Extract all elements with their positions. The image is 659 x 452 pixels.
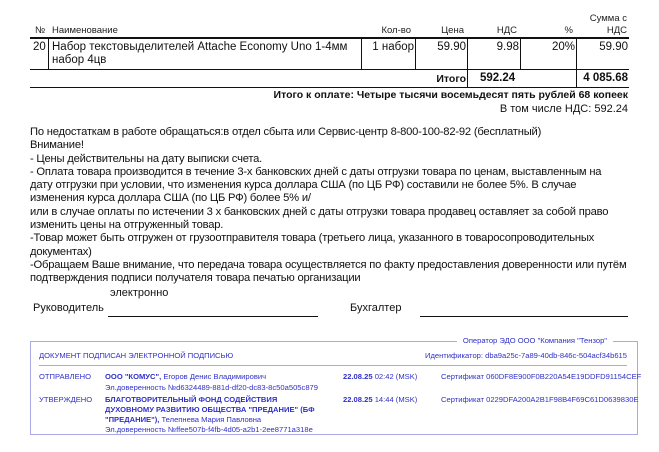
- entry-poa: Эл.доверенность №ffee507b-f4fb-4d05-a2b1-2ee8771a318e: [105, 425, 313, 434]
- header-qty: Кол-во: [381, 25, 411, 36]
- director-label: Руководитель: [33, 302, 104, 314]
- edo-operator: Оператор ЭДО ООО "Компания "Тензор": [457, 336, 613, 345]
- entry-person: Телепнева Мария Павловна: [161, 415, 262, 424]
- note-line: подтверждения подписи получателя товара печатью организации: [30, 272, 361, 285]
- entry-org-line: [105, 415, 261, 424]
- row-rate: 20%: [551, 41, 575, 53]
- row-price: 59.90: [437, 41, 466, 53]
- row-sum: 59.90: [599, 41, 628, 53]
- entry-org-3: "ПРЕДАНИЕ"),: [105, 415, 160, 424]
- note-line: Внимание!: [30, 139, 84, 152]
- entry-org-2: ДУХОВНОМУ РАЗВИТИЮ ОБЩЕСТВА "ПРЕДАНИЕ" (БФ: [105, 405, 315, 414]
- row-qty: 1 набор: [372, 41, 414, 53]
- header-sum-1: Сумма с: [589, 13, 627, 24]
- entry-status: УТВЕРЖДЕНО: [39, 395, 93, 404]
- entry-org: ООО "КОМУС",: [105, 372, 162, 381]
- note-line: или в случае оплаты по истечении 3 х банковских дней с даты отгрузки товара продавец оставляет за собой право: [30, 205, 609, 218]
- header-name: Наименование: [52, 25, 118, 36]
- col-divider: [576, 39, 577, 87]
- header-price: Цена: [441, 25, 464, 36]
- entry-org-line: [105, 372, 266, 381]
- note-line: -Товар может быть отгружен от грузоотправителя товара (третьего лица, указанного в товаросопроводительных: [30, 232, 595, 245]
- entry-person: Егоров Денис Владимирович: [163, 372, 267, 381]
- note-line: изменить цены на отгруженный товар.: [30, 219, 224, 232]
- edo-title: ДОКУМЕНТ ПОДПИСАН ЭЛЕКТРОННОЙ ПОДПИСЬЮ: [39, 351, 234, 360]
- total-sum: 4 085.68: [583, 72, 628, 84]
- header-num: №: [35, 25, 46, 36]
- col-divider: [361, 39, 362, 69]
- header-divider: [30, 37, 629, 39]
- entry-datetime: [343, 395, 417, 404]
- col-divider: [520, 39, 521, 69]
- col-divider: [415, 39, 416, 69]
- entry-status: ОТПРАВЛЕНО: [39, 372, 92, 381]
- total-to-pay: Итого к оплате: Четыре тысячи восемьдесят пять рублей 68 копеек: [273, 89, 628, 101]
- edo-identifier: Идентификатор: dba9a25c-7a89-40db-846c-504acf34b615: [425, 351, 627, 360]
- note-line: - Оплата товара производится в течение 3-х банковских дней с даты отгрузки товара по ценам, выставленным на: [30, 165, 602, 178]
- edo-divider: [39, 365, 627, 366]
- entry-time: 14:44 (MSK): [374, 395, 418, 404]
- total-vat: 592.24: [480, 72, 516, 84]
- note-line: - Цены действительны на дату выписки счета.: [30, 152, 263, 165]
- entry-org: БЛАГОТВОРИТЕЛЬНЫЙ ФОНД СОДЕЙСТВИЯ: [105, 395, 278, 404]
- vat-included-value: 592.24: [594, 103, 628, 115]
- entry-time: 02:42 (MSK): [374, 372, 418, 381]
- entry-datetime: [343, 372, 417, 381]
- header-sum-2: НДС: [606, 25, 627, 36]
- accountant-label: Бухгалтер: [350, 302, 402, 314]
- entry-cert: Сертификат 0229DFA200A2B1F98B4F69C61D0639830E: [441, 395, 639, 404]
- row-num: 20: [33, 41, 46, 53]
- note-line: дату отгрузки при условии, что изменения курса доллара США (по ЦБ РФ) составили не более 5%. В случае: [30, 179, 577, 192]
- note-line: -Обращаем Ваше внимание, что передача товара осуществляется по факту предоставления доверенности или путём: [30, 258, 627, 271]
- entry-cert: Сертификат 060DF8E900F0B220A54E19DDFD91154CEF: [441, 372, 642, 381]
- total-divider: [30, 87, 629, 88]
- entry-poa: Эл.доверенность №d6324489-881d-df20-dc83-8c50a505c879: [105, 383, 318, 392]
- note-line: По недостаткам в работе обращаться:в отдел сбыта или Сервис-центр 8-800-100-82-92 (бесплатный): [30, 126, 542, 138]
- row-vat: 9.98: [496, 41, 519, 53]
- col-divider: [48, 39, 49, 69]
- note-line: документах): [30, 245, 92, 258]
- col-divider: [467, 39, 468, 87]
- row-name-1: Набор текстовыделителей Attache Economy Uno 1-4мм: [52, 41, 348, 53]
- vat-included: [500, 103, 628, 115]
- total-label: Итого: [436, 73, 466, 85]
- accountant-signature-line: [420, 316, 628, 317]
- header-rate: %: [564, 25, 573, 36]
- vat-included-label: В том числе НДС:: [499, 103, 592, 115]
- entry-date: 22.08.25: [343, 395, 373, 404]
- row-divider: [30, 69, 629, 70]
- row-name-2: набор 4цв: [52, 54, 107, 66]
- director-signature-line: [108, 316, 318, 317]
- header-vat: НДС: [496, 25, 517, 36]
- entry-date: 22.08.25: [343, 372, 373, 381]
- note-line: изменения курса доллара США (по ЦБ РФ) более 5% и/: [30, 192, 311, 205]
- edo-signature-stamp: [30, 336, 642, 435]
- electronic-label: электронно: [110, 287, 169, 299]
- notes: [30, 126, 640, 286]
